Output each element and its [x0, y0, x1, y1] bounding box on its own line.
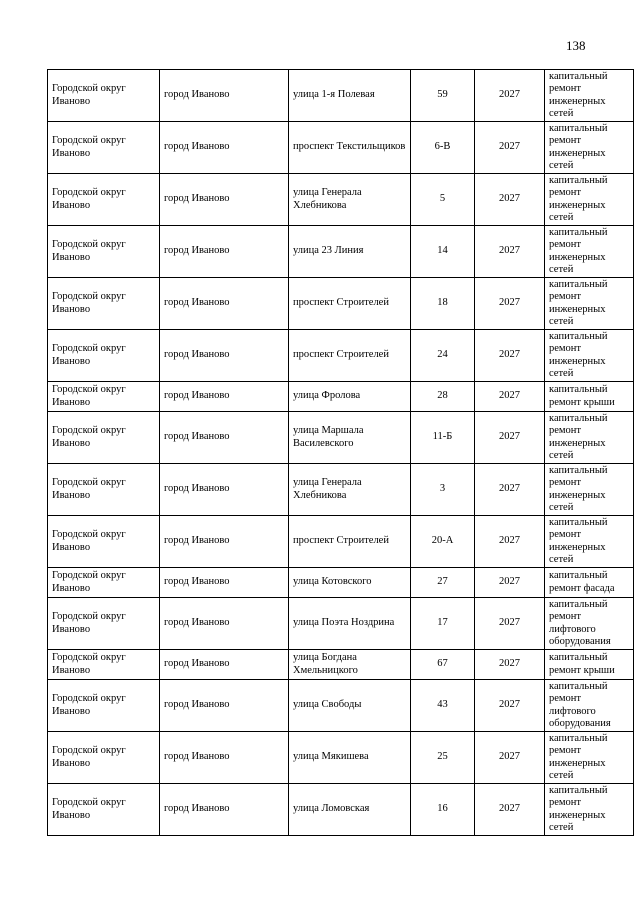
table-row — [48, 70, 634, 122]
house-cell: 11-Б — [411, 412, 475, 464]
year-cell: 2027 — [475, 680, 545, 732]
district-cell: Городской округ Иваново — [48, 278, 160, 330]
house-cell: 43 — [411, 680, 475, 732]
district-cell: Городской округ Иваново — [48, 226, 160, 278]
street-cell: улица Свободы — [289, 680, 411, 732]
table-row — [48, 650, 634, 680]
district-cell: Городской округ Иваново — [48, 568, 160, 598]
city-cell: город Иваново — [160, 464, 289, 516]
district-cell: Городской округ Иваново — [48, 650, 160, 680]
city-cell: город Иваново — [160, 568, 289, 598]
year-cell: 2027 — [475, 330, 545, 382]
street-cell: улица Богдана Хмельницкого — [289, 650, 411, 680]
work-type-cell: капитальный ремонт лифтового оборудования — [545, 680, 634, 732]
house-cell: 28 — [411, 382, 475, 412]
year-cell: 2027 — [475, 732, 545, 784]
street-cell: улица Поэта Ноздрина — [289, 598, 411, 650]
year-cell: 2027 — [475, 598, 545, 650]
year-cell: 2027 — [475, 464, 545, 516]
house-cell: 14 — [411, 226, 475, 278]
city-cell: город Иваново — [160, 382, 289, 412]
city-cell: город Иваново — [160, 226, 289, 278]
house-cell: 3 — [411, 464, 475, 516]
street-cell: улица Маршала Василевского — [289, 412, 411, 464]
table-row — [48, 784, 634, 836]
work-type-cell: капитальный ремонт инженерных сетей — [545, 784, 634, 836]
work-type-cell: капитальный ремонт инженерных сетей — [545, 732, 634, 784]
house-cell: 6-В — [411, 122, 475, 174]
district-cell: Городской округ Иваново — [48, 330, 160, 382]
city-cell: город Иваново — [160, 650, 289, 680]
city-cell: город Иваново — [160, 330, 289, 382]
street-cell: улица Генерала Хлебникова — [289, 464, 411, 516]
table-row — [48, 516, 634, 568]
table-row — [48, 568, 634, 598]
table-row — [48, 122, 634, 174]
work-type-cell: капитальный ремонт инженерных сетей — [545, 464, 634, 516]
house-cell: 20-А — [411, 516, 475, 568]
street-cell: проспект Строителей — [289, 330, 411, 382]
district-cell: Городской округ Иваново — [48, 598, 160, 650]
work-type-cell: капитальный ремонт инженерных сетей — [545, 122, 634, 174]
street-cell: улица Котовского — [289, 568, 411, 598]
page-number: 138 — [566, 38, 586, 53]
district-cell: Городской округ Иваново — [48, 174, 160, 226]
work-type-cell: капитальный ремонт крыши — [545, 650, 634, 680]
city-cell: город Иваново — [160, 680, 289, 732]
table-row — [48, 278, 634, 330]
street-cell: улица Генерала Хлебникова — [289, 174, 411, 226]
street-cell: улица Ломовская — [289, 784, 411, 836]
year-cell: 2027 — [475, 784, 545, 836]
house-cell: 24 — [411, 330, 475, 382]
work-type-cell: капитальный ремонт фасада — [545, 568, 634, 598]
work-type-cell: капитальный ремонт инженерных сетей — [545, 174, 634, 226]
house-cell: 25 — [411, 732, 475, 784]
year-cell: 2027 — [475, 650, 545, 680]
street-cell: улица Мякишева — [289, 732, 411, 784]
table-row — [48, 412, 634, 464]
year-cell: 2027 — [475, 516, 545, 568]
street-cell: проспект Текстильщиков — [289, 122, 411, 174]
work-type-cell: капитальный ремонт крыши — [545, 382, 634, 412]
year-cell: 2027 — [475, 226, 545, 278]
work-type-cell: капитальный ремонт инженерных сетей — [545, 516, 634, 568]
district-cell: Городской округ Иваново — [48, 382, 160, 412]
work-type-cell: капитальный ремонт инженерных сетей — [545, 278, 634, 330]
work-type-cell: капитальный ремонт инженерных сетей — [545, 412, 634, 464]
table-row — [48, 330, 634, 382]
table-row — [48, 382, 634, 412]
city-cell: город Иваново — [160, 70, 289, 122]
year-cell: 2027 — [475, 412, 545, 464]
city-cell: город Иваново — [160, 174, 289, 226]
repair-schedule-table — [47, 69, 634, 836]
work-type-cell: капитальный ремонт инженерных сетей — [545, 226, 634, 278]
city-cell: город Иваново — [160, 122, 289, 174]
city-cell: город Иваново — [160, 516, 289, 568]
city-cell: город Иваново — [160, 412, 289, 464]
year-cell: 2027 — [475, 174, 545, 226]
table-row — [48, 226, 634, 278]
district-cell: Городской округ Иваново — [48, 732, 160, 784]
table-row — [48, 732, 634, 784]
house-cell: 5 — [411, 174, 475, 226]
house-cell: 27 — [411, 568, 475, 598]
year-cell: 2027 — [475, 278, 545, 330]
district-cell: Городской округ Иваново — [48, 122, 160, 174]
year-cell: 2027 — [475, 70, 545, 122]
district-cell: Городской округ Иваново — [48, 784, 160, 836]
work-type-cell: капитальный ремонт лифтового оборудования — [545, 598, 634, 650]
city-cell: город Иваново — [160, 278, 289, 330]
table-row — [48, 464, 634, 516]
house-cell: 18 — [411, 278, 475, 330]
street-cell: улица Фролова — [289, 382, 411, 412]
work-type-cell: капитальный ремонт инженерных сетей — [545, 330, 634, 382]
table-row — [48, 598, 634, 650]
table-row — [48, 680, 634, 732]
street-cell: улица 23 Линия — [289, 226, 411, 278]
house-cell: 16 — [411, 784, 475, 836]
district-cell: Городской округ Иваново — [48, 70, 160, 122]
street-cell: проспект Строителей — [289, 516, 411, 568]
city-cell: город Иваново — [160, 598, 289, 650]
city-cell: город Иваново — [160, 732, 289, 784]
district-cell: Городской округ Иваново — [48, 464, 160, 516]
work-type-cell: капитальный ремонт инженерных сетей — [545, 70, 634, 122]
year-cell: 2027 — [475, 568, 545, 598]
house-cell: 67 — [411, 650, 475, 680]
street-cell: проспект Строителей — [289, 278, 411, 330]
year-cell: 2027 — [475, 382, 545, 412]
district-cell: Городской округ Иваново — [48, 680, 160, 732]
year-cell: 2027 — [475, 122, 545, 174]
street-cell: улица 1-я Полевая — [289, 70, 411, 122]
district-cell: Городской округ Иваново — [48, 412, 160, 464]
table-row — [48, 174, 634, 226]
house-cell: 59 — [411, 70, 475, 122]
district-cell: Городской округ Иваново — [48, 516, 160, 568]
house-cell: 17 — [411, 598, 475, 650]
city-cell: город Иваново — [160, 784, 289, 836]
